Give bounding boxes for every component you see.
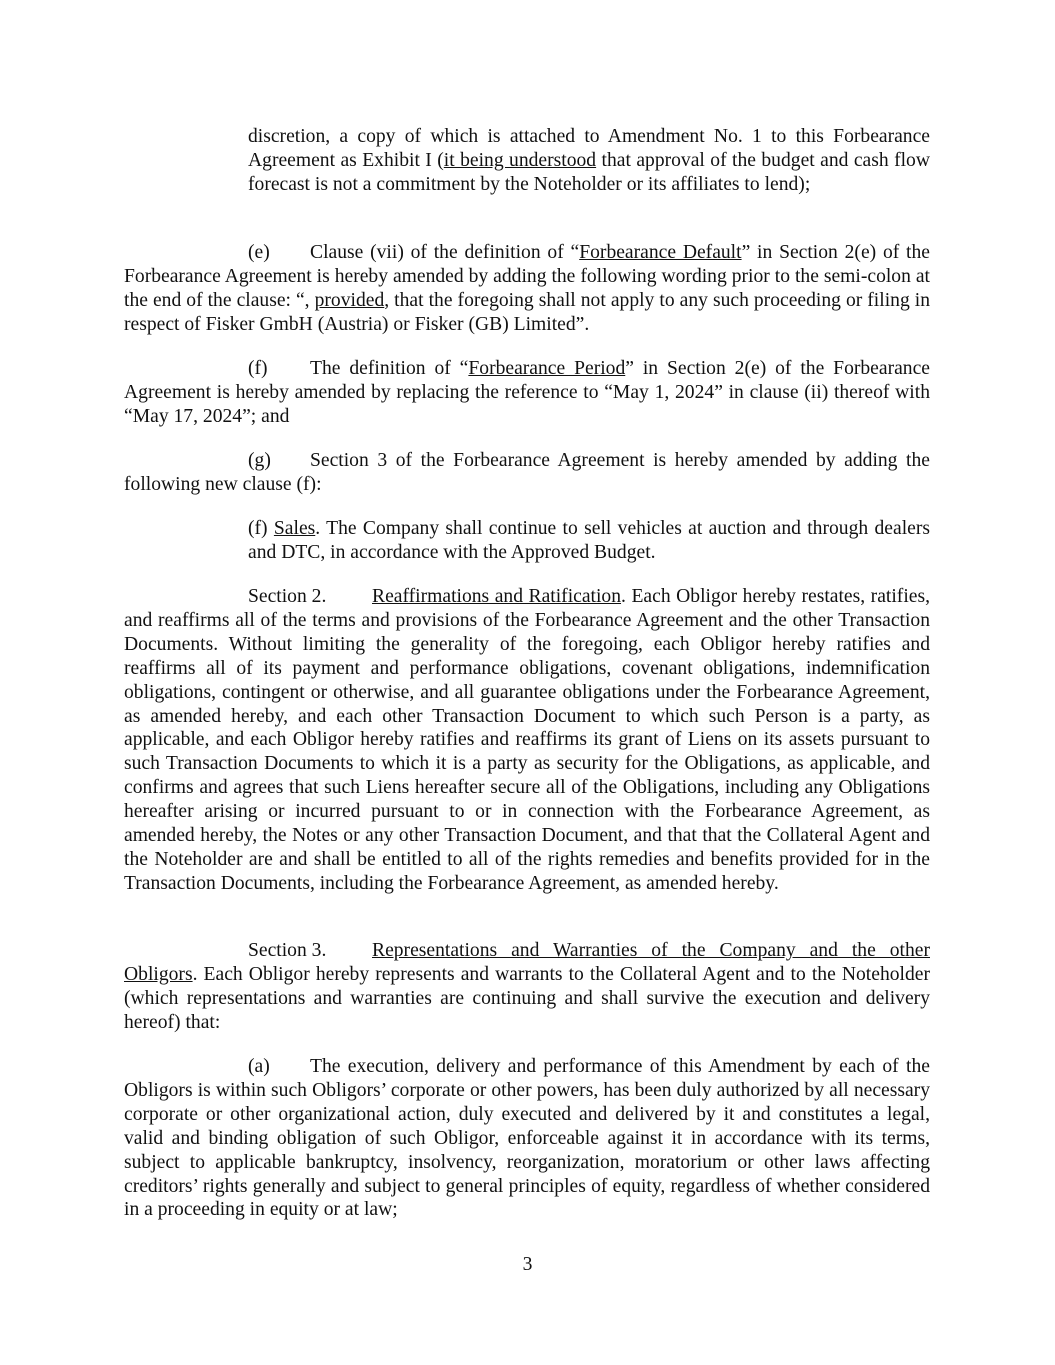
paragraph-clause-a (124, 1055, 930, 1222)
paragraph-clause-f (124, 357, 930, 429)
underlined-term: it being understood (443, 149, 597, 171)
underlined-term: Sales (273, 518, 316, 539)
clause-label: (f) (248, 518, 274, 539)
paragraph-text: Section 3 of the Forbearance Agreement is hereby amended by adding the following new clause (f): (124, 450, 930, 495)
section-heading: Representations and Warranties of the Company and the other Obligors (124, 940, 930, 985)
paragraph-section-3 (124, 939, 930, 1035)
paragraph-clause-e (124, 241, 930, 337)
clause-label: (f) (248, 358, 268, 379)
paragraph-sales-clause (248, 517, 930, 565)
underlined-term: provided (314, 289, 385, 311)
section-heading: Reaffirmations and Ratification (372, 586, 622, 607)
page-number: 3 (522, 1254, 533, 1275)
clause-label: (g) (248, 450, 271, 471)
underlined-term: Forbearance Period (468, 358, 626, 379)
paragraph-text: , that the foregoing shall not apply to any such proceeding or filing in respect of Fisker GmbH (Austria) or Fisker (GB) Limited”. (124, 289, 930, 335)
section-label: Section 2. (248, 586, 327, 607)
paragraph-text: . Each Obligor hereby restates, ratifies, and reaffirms all of the terms and provisions of the Forbearance Agreement and the other Transaction Documents. Without limiting the generality of the foregoing, each Obligor hereby ratifies and reaffirms all of its payment and performance obligations, covenant obligations, indemnification obligations, contingent or otherwise, and all guarantee obligations under the Forbearance Agreement, as amended hereby, and each other Transaction Document to which such Person is a party, as applicable, and each Obligor hereby ratifies and reaffirms its grant of Liens on its assets pursuant to such Transaction Documents to which it is a party as security for the Obligations, as applicable, and confirms and agrees that such Liens hereafter secure all of the Obligations, including any Obligations hereafter arising or incurred pursuant to or in connection with the Forbearance Agreement, as amended hereby, the Notes or any other Transaction Document, and that that the Collateral Agent and the Noteholder are and shall be entitled to all of the rights remedies and benefits provided for in the Transaction Documents, including the Forbearance Agreement, as amended hereby. (124, 586, 930, 894)
paragraph-text: The definition of “ (310, 358, 469, 379)
clause-label: (a) (248, 1056, 270, 1077)
clause-label: (e) (248, 242, 270, 263)
underlined-term: Forbearance Default (579, 242, 742, 263)
paragraph-budget-continuation (248, 125, 930, 197)
paragraph-text: The execution, delivery and performance of this Amendment by each of the Obligors is within such Obligors’ corporate or other powers, has been duly authorized by all necessary corporate or other organizational action, duly executed and delivered by it and constitutes a legal, valid and binding obligation of such Obligor, enforceable against it in accordance with its terms, subject to applicable bankruptcy, insolvency, reorganization, moratorium or other laws affecting creditors’ rights generally and subject to general principles of equity, regardless of whether considered in a proceeding in equity or at law; (124, 1056, 930, 1221)
paragraph-text: that approval of the budget and cash flow forecast is not a commitment by the Noteholder or its affiliates to lend); (248, 149, 930, 195)
paragraph-clause-g (124, 449, 930, 497)
paragraph-text: . The Company shall continue to sell vehicles at auction and through dealers and DTC, in accordance with the Approved Budget. (248, 518, 930, 563)
section-label: Section 3. (248, 940, 327, 961)
paragraph-text: ” in Section 2(e) of the Forbearance Agreement is hereby amended by replacing the reference to “May 1, 2024” in clause (ii) thereof with “May 17, 2024”; and (124, 358, 930, 427)
paragraph-section-2 (124, 585, 930, 896)
paragraph-text: ” in Section 2(e) of the Forbearance Agreement is hereby amended by adding the following wording prior to the semi-colon at the end of the clause: “, (124, 242, 930, 311)
paragraph-text: . Each Obligor hereby represents and warrants to the Collateral Agent and to the Noteholder (which representations and warranties are continuing and shall survive the execution and delivery hereof) that: (124, 963, 930, 1033)
paragraph-text: Clause (vii) of the definition of “ (310, 242, 580, 263)
paragraph-text: discretion, a copy of which is attached to Amendment No. 1 to this Forbearance Agreement as Exhibit I ( (248, 126, 930, 171)
